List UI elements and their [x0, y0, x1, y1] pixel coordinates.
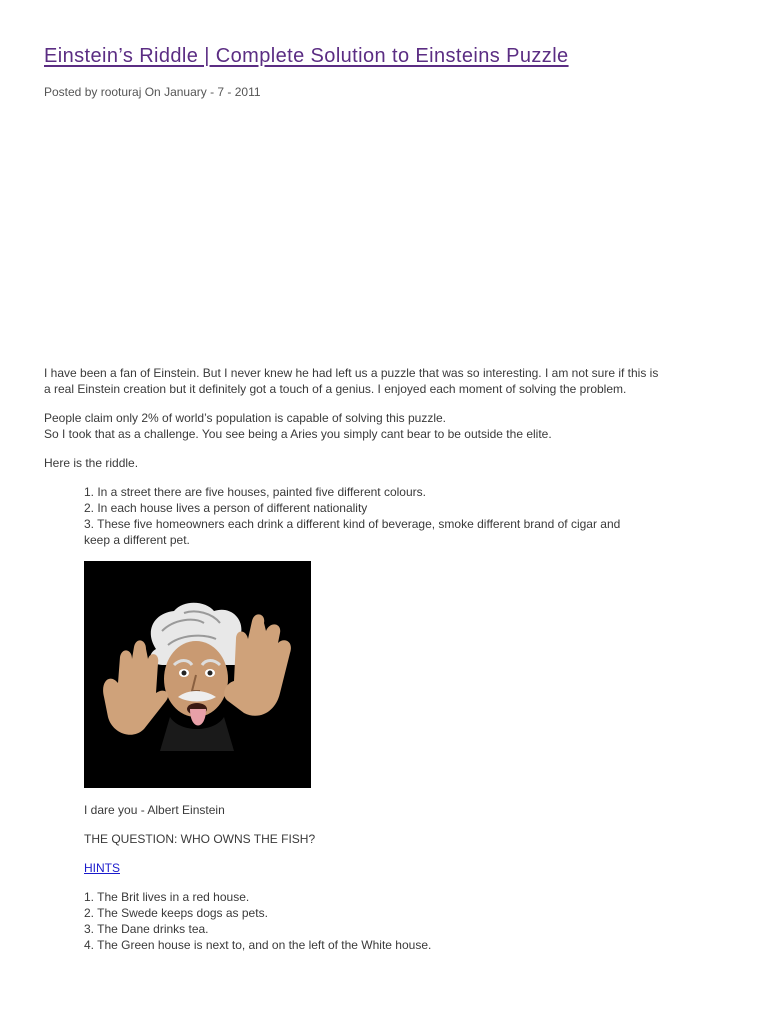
hint-item: 3. The Dane drinks tea.: [84, 922, 209, 936]
intro-paragraph-1: [44, 365, 724, 397]
hint-item: 4. The Green house is next to, and on the left of the White house.: [84, 938, 432, 952]
intro-line: a real Einstein creation but it definitely got a touch of a genius. I enjoyed each moment of solving the problem.: [44, 382, 627, 396]
image-caption: I dare you - Albert Einstein: [84, 803, 225, 817]
hints-list: [84, 889, 724, 953]
intro-paragraph-3: Here is the riddle.: [44, 456, 139, 470]
einstein-portrait-image: [84, 561, 311, 788]
riddle-block: [84, 484, 724, 953]
riddle-item: keep a different pet.: [84, 533, 190, 547]
riddle-item: 2. In each house lives a person of different nationality: [84, 501, 368, 515]
intro-line: So I took that as a challenge. You see being a Aries you simply cant bear to be outside the elite.: [44, 427, 552, 441]
post-meta: Posted by rooturaj On January - 7 - 2011: [44, 85, 261, 99]
intro-line: I have been a fan of Einstein. But I never knew he had left us a puzzle that was so interesting. I am not sure if this is: [44, 366, 659, 380]
intro-paragraph-2: [44, 410, 724, 442]
riddle-list: [84, 484, 724, 548]
riddle-question: THE QUESTION: WHO OWNS THE FISH?: [84, 832, 316, 846]
riddle-item: 1. In a street there are five houses, painted five different colours.: [84, 485, 426, 499]
post-title-link[interactable]: Einstein’s Riddle | Complete Solution to Einsteins Puzzle: [44, 45, 569, 67]
riddle-item: 3. These five homeowners each drink a different kind of beverage, smoke different brand of cigar and: [84, 517, 621, 531]
hints-link[interactable]: HINTS: [84, 861, 120, 875]
intro-line: People claim only 2% of world’s population is capable of solving this puzzle.: [44, 411, 447, 425]
hint-item: 1. The Brit lives in a red house.: [84, 890, 250, 904]
hint-item: 2. The Swede keeps dogs as pets.: [84, 906, 268, 920]
hints-paragraph: [84, 860, 724, 876]
einstein-portrait-icon: [84, 561, 311, 788]
post-content: [44, 365, 724, 966]
